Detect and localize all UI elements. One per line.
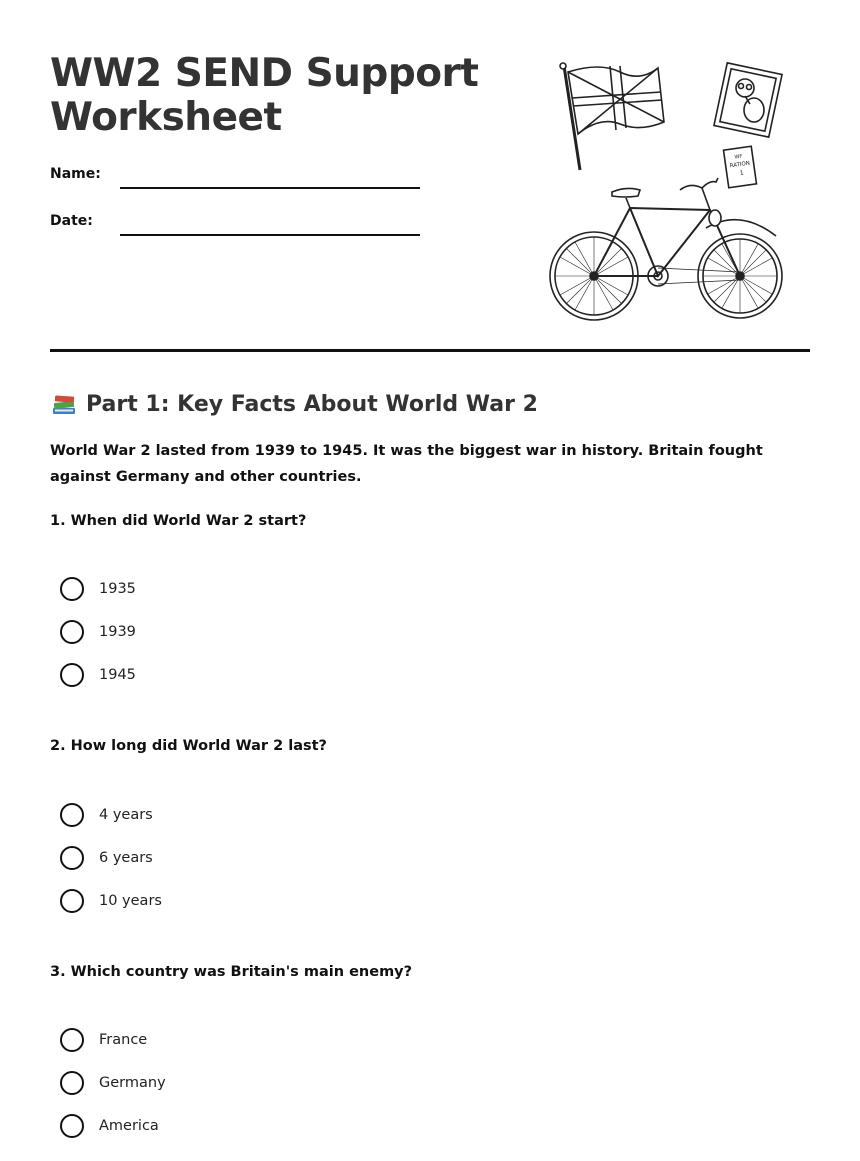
section-divider <box>50 349 810 352</box>
q3-option-3[interactable] <box>60 1113 159 1139</box>
question-1: 1. When did World War 2 start? <box>50 513 307 529</box>
q2-option-1[interactable] <box>60 802 153 828</box>
date-label: Date: <box>50 213 93 229</box>
q1-option-2[interactable] <box>60 619 136 645</box>
option-label: America <box>99 1118 159 1134</box>
option-label: 6 years <box>99 850 153 866</box>
ration-book-icon <box>723 146 756 188</box>
option-label: 10 years <box>99 893 162 909</box>
question-2: 2. How long did World War 2 last? <box>50 738 327 754</box>
radio-button[interactable] <box>60 1071 84 1095</box>
books-icon <box>50 390 78 418</box>
rationbook-line3: 1 <box>739 169 745 178</box>
bicycle-icon <box>550 178 782 320</box>
option-label: 1945 <box>99 667 136 683</box>
radio-button[interactable] <box>60 803 84 827</box>
worksheet-title: WW2 SEND Support Worksheet <box>50 51 479 140</box>
option-label: France <box>99 1032 148 1048</box>
radio-button[interactable] <box>60 1114 84 1138</box>
q3-option-2[interactable] <box>60 1070 166 1096</box>
radio-button[interactable] <box>60 577 84 601</box>
ww2-illustration <box>540 58 790 324</box>
name-field[interactable] <box>120 187 420 189</box>
rationbook-line1: WF <box>734 153 743 161</box>
q3-option-1[interactable] <box>60 1027 147 1053</box>
part1-title: Part 1: Key Facts About World War 2 <box>86 391 538 417</box>
radio-button[interactable] <box>60 620 84 644</box>
radio-button[interactable] <box>60 889 84 913</box>
q1-option-3[interactable] <box>60 662 136 688</box>
q1-option-1[interactable] <box>60 576 136 602</box>
radio-button[interactable] <box>60 1028 84 1052</box>
part1-intro: World War 2 lasted from 1939 to 1945. It was the biggest war in history. Britain fought against Germany and other countries. <box>50 443 763 485</box>
gas-mask-poster-icon <box>714 63 782 137</box>
q2-option-2[interactable] <box>60 845 153 871</box>
question-3: 3. Which country was Britain's main enemy? <box>50 964 413 980</box>
q2-option-3[interactable] <box>60 888 162 914</box>
option-label: 1939 <box>99 624 136 640</box>
option-label: Germany <box>99 1075 166 1091</box>
union-flag-icon <box>560 63 664 170</box>
date-field[interactable] <box>120 234 420 236</box>
name-label: Name: <box>50 166 101 182</box>
radio-button[interactable] <box>60 663 84 687</box>
part1-heading <box>50 390 538 418</box>
rationbook-line2: RATION <box>729 160 751 170</box>
radio-button[interactable] <box>60 846 84 870</box>
option-label: 1935 <box>99 581 136 597</box>
option-label: 4 years <box>99 807 153 823</box>
